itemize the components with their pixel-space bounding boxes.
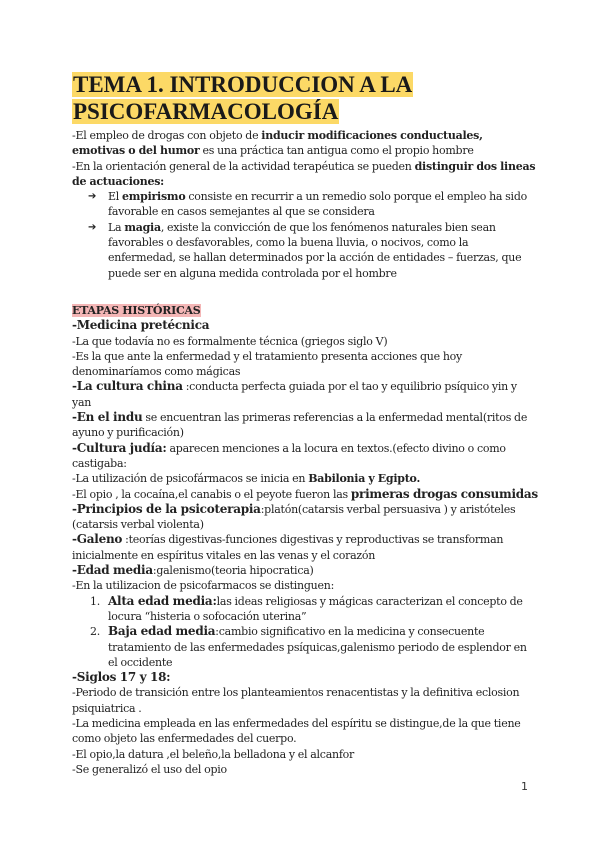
- bold-run: Babilonia y Egipto.: [308, 472, 421, 486]
- text-run: :galenismo(teoria hipocratica): [152, 564, 314, 578]
- list-item-empirismo: [72, 189, 538, 220]
- bold-run: -En el indu: [72, 410, 143, 425]
- bold-run: inducir modificaciones conductuales, emotivas o del humor: [72, 129, 483, 158]
- text-run: :cambio significativo en la medicina y consecuente tratamiento de las enfermedades psíquicas,galenismo periodo de esplendor en el occidente: [108, 625, 527, 669]
- medicina-heading: -Medicina pretécnica: [72, 318, 210, 333]
- bold-run: -Principios de la psicoterapia: [72, 501, 261, 516]
- list-number: 2.: [90, 625, 100, 639]
- bold-run: distinguir dos lineas de actuaciones:: [72, 159, 536, 188]
- intro-paragraph-1: [72, 128, 538, 159]
- text-run: consiste en recurrir a un remedio solo porque el empleo ha sido favorable en casos semejantes al que se considera: [108, 190, 527, 219]
- bold-run: -Edad media: [72, 563, 153, 578]
- text-run: -En la orientación general de la actividad terapéutica se pueden: [72, 159, 415, 173]
- document-body: [72, 128, 538, 777]
- text-run: La: [108, 220, 125, 234]
- indu-paragraph: [72, 410, 538, 441]
- galeno-paragraph: [72, 532, 538, 563]
- bold-run: empirismo: [122, 190, 186, 204]
- china-paragraph: [72, 379, 538, 410]
- section-heading: [72, 303, 538, 318]
- page-title: [72, 71, 413, 125]
- title-line-1: TEMA 1. INTRODUCCION A LA: [73, 72, 413, 97]
- text-run: aparecen menciones a la locura en textos.(efecto divino o como castigaba:: [72, 441, 506, 470]
- medicina-line-1: -La que todavía no es formalmente técnica (griegos siglo V): [72, 334, 388, 348]
- siglos-line-1: -Periodo de transición entre los planteamientos renacentistas y la definitiva eclosion psiquiatrica .: [72, 686, 520, 715]
- list-item-baja-edad-media: [72, 624, 538, 670]
- bold-run: -La cultura china: [72, 379, 183, 394]
- edad-media-paragraph: [72, 563, 538, 578]
- text-run: -El empleo de drogas con objeto de: [72, 129, 262, 142]
- intro-paragraph-2: [72, 159, 538, 190]
- section-heading-text: ETAPAS HISTÓRICAS: [72, 303, 201, 317]
- psicoterapia-paragraph: [72, 502, 538, 533]
- distinguen-line: -En la utilizacion de psicofarmacos se distinguen:: [72, 579, 335, 593]
- page-number: 1: [521, 780, 528, 793]
- arrow-bullet-icon: ➔: [88, 221, 97, 233]
- title-line-2: PSICOFARMACOLOGÍA: [73, 99, 339, 124]
- opio-paragraph: [72, 487, 538, 502]
- medicina-line-2: -Es la que ante la enfermedad y el tratamiento presenta acciones que hoy denominaríamos como mágicas: [72, 349, 463, 379]
- bold-run: Baja edad media: [108, 624, 216, 639]
- text-run: -El opio , la cocaína,el canabis o el peyote fueron las: [72, 487, 351, 501]
- text-run: El: [108, 190, 122, 204]
- text-run: -La utilización de psicofármacos se inicia en: [72, 472, 309, 486]
- list-number: 1.: [90, 594, 100, 608]
- text-run: :platón(catarsis verbal persuasiva ) y aristóteles (catarsis verbal violenta): [72, 502, 516, 532]
- text-run: es una práctica tan antigua como el propio hombre: [199, 144, 474, 158]
- bold-run: primeras drogas consumidas: [350, 486, 538, 501]
- bold-run: magia: [124, 220, 161, 234]
- text-run: las ideas religiosas y mágicas caracterizan el concepto de locura “histeria o sofocación uterina”: [108, 594, 523, 623]
- spacer: [72, 281, 538, 303]
- list-item-alta-edad-media: [72, 594, 538, 625]
- siglos-heading: -Siglos 17 y 18:: [72, 670, 171, 685]
- siglos-line-2: -La medicina empleada en las enfermedades del espíritu se distingue,de la que tiene como objeto las enfermedades del cuerpo.: [72, 716, 521, 746]
- siglos-line-3: -El opio,la datura ,el beleño,la belladona y el alcanfor: [72, 747, 355, 761]
- bold-run: -Cultura judía:: [72, 440, 167, 455]
- text-run: :conducta perfecta guiada por el tao y equilibrio psíquico yin y yan: [72, 380, 517, 409]
- babilonia-paragraph: [72, 471, 538, 486]
- bold-run: Alta edad media:: [108, 593, 217, 608]
- judia-paragraph: [72, 441, 538, 472]
- edad-media-list: [72, 594, 538, 670]
- siglos-line-4: -Se generalizó el uso del opio: [72, 762, 227, 776]
- bold-run: -Galeno: [72, 532, 123, 547]
- arrow-bullet-icon: ➔: [88, 191, 97, 203]
- list-item-magia: [72, 220, 538, 281]
- text-run: :teorías digestivas-funciones digestivas y reproductivas se transforman inicialmente en espíritus vitales en las venas y el corazón: [72, 533, 504, 562]
- text-run: se encuentran las primeras referencias a la enfermedad mental(ritos de ayuno y purificación): [72, 411, 528, 440]
- approaches-list: [72, 189, 538, 281]
- text-run: , existe la convicción de que los fenómenos naturales bien sean favorables o desfavorables, como la buena lluvia, o nocivos, como la enfermedad, se hallan determinados por la acción de entidades – fuerzas, que puede ser en alguna medida controlada por el hombre: [108, 220, 522, 280]
